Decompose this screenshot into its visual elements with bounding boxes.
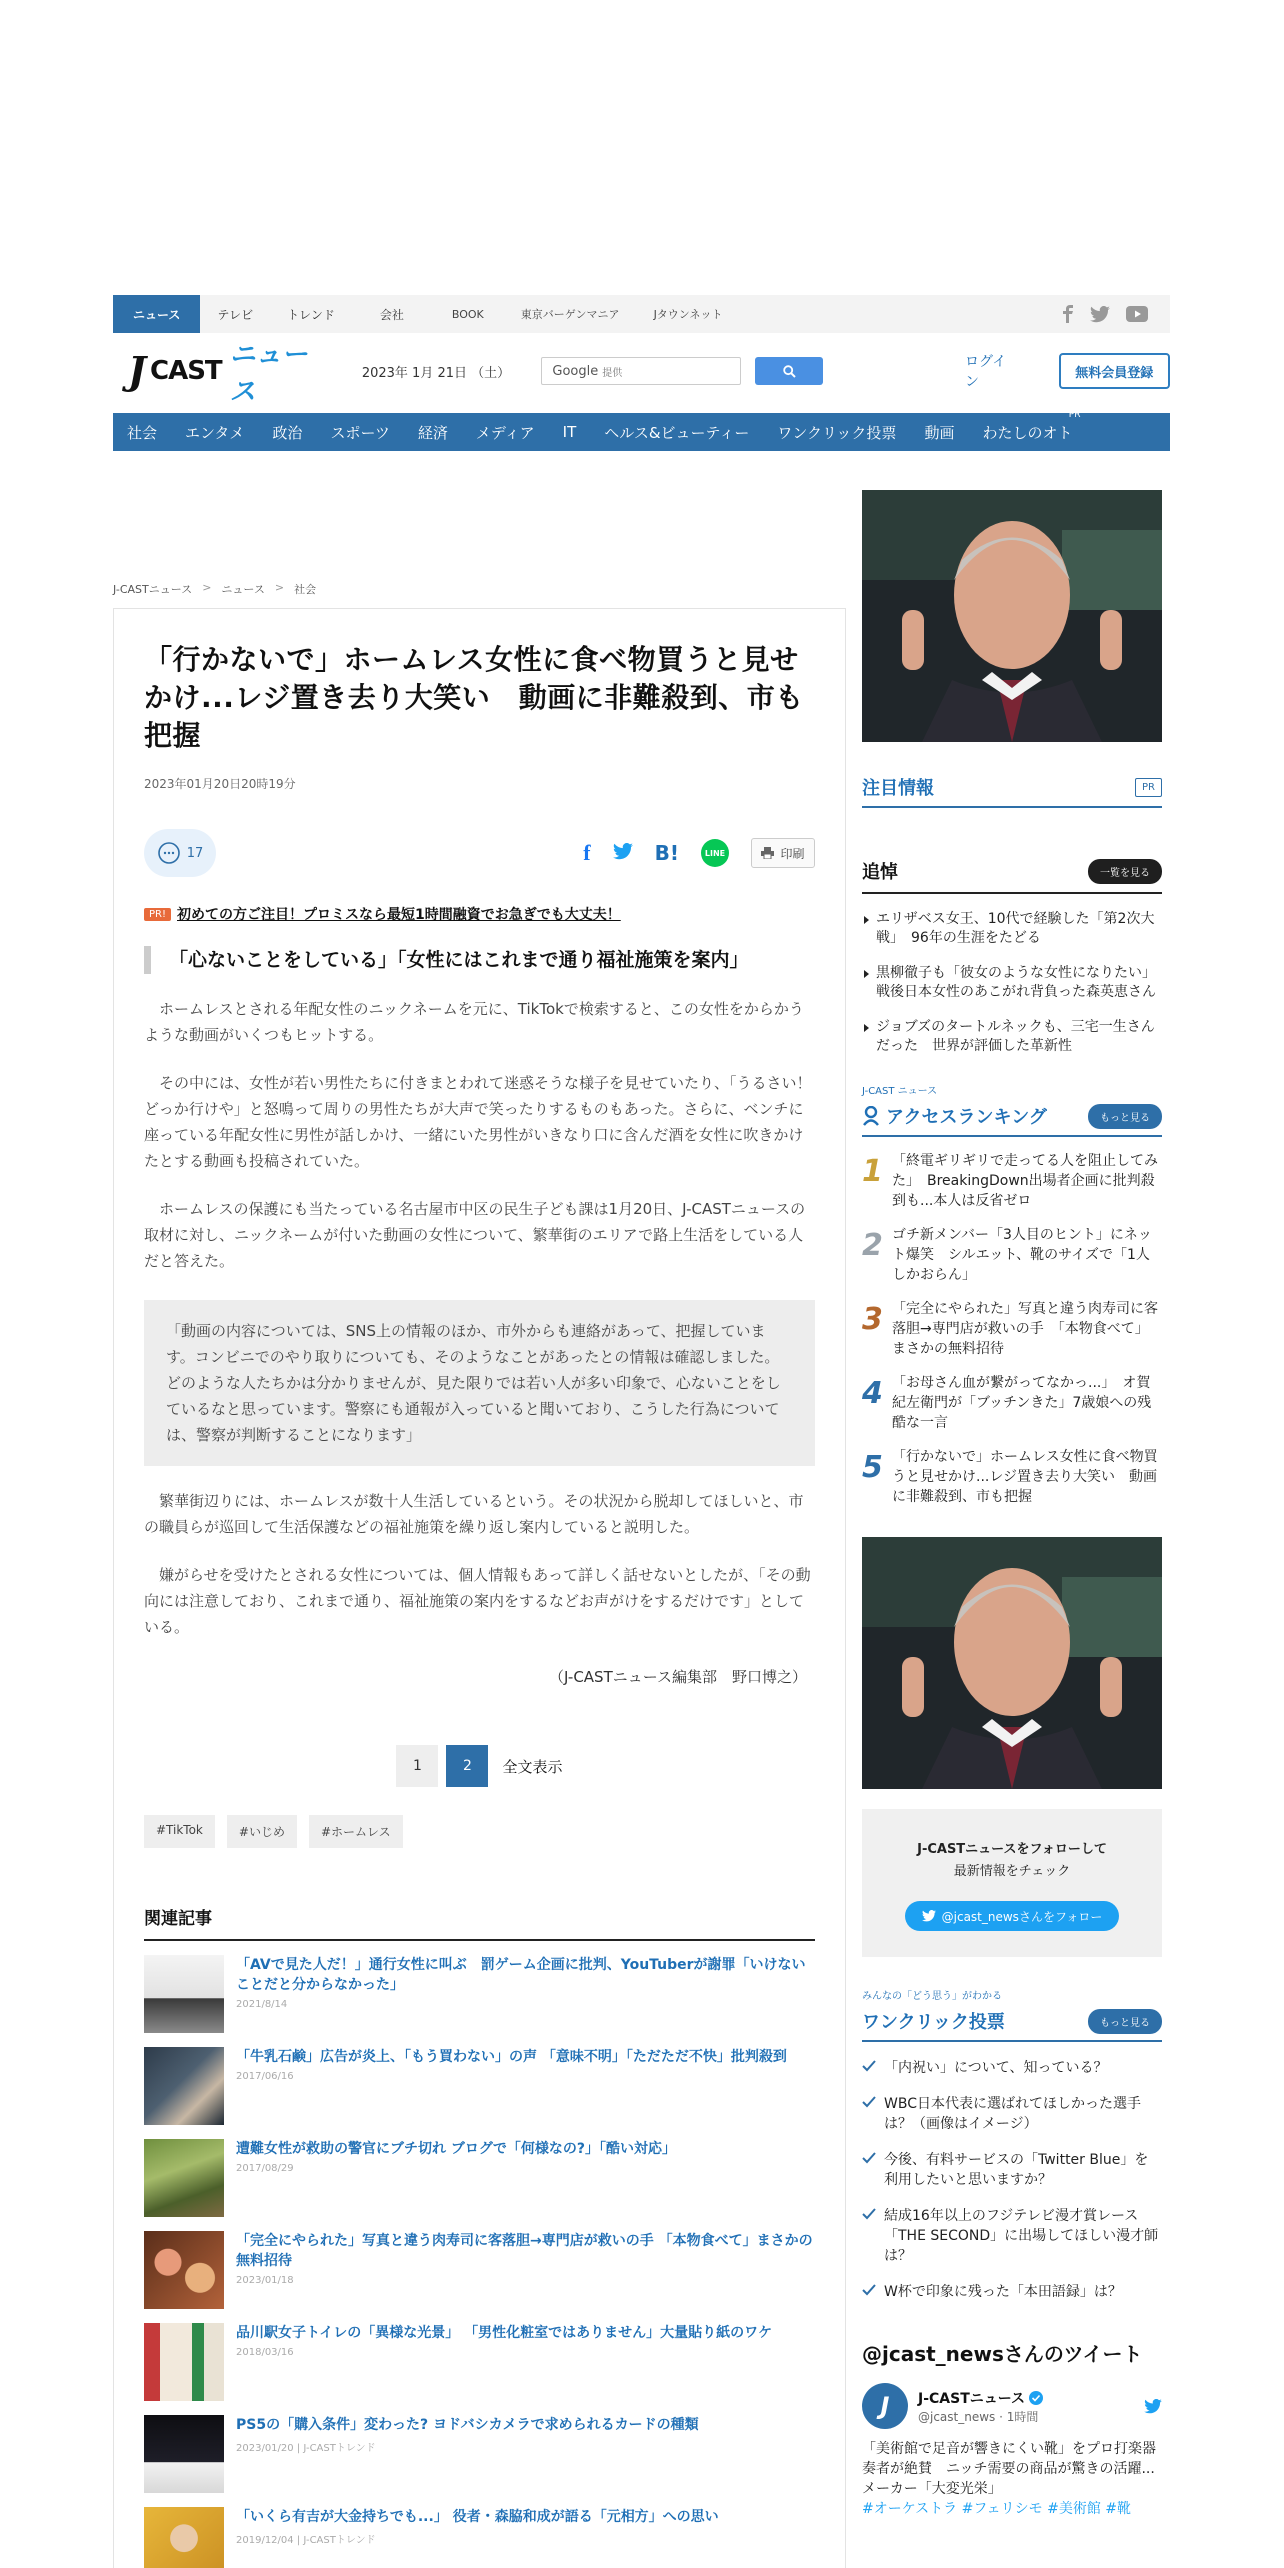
related-item[interactable] bbox=[144, 2507, 815, 2568]
cat-otona-label: わたしのオト bbox=[982, 423, 1073, 442]
related-title: PS5の「購入条件」変わった? ヨドバシカメラで求められるカードの種類 bbox=[236, 2417, 699, 2433]
logo-news: ニュース bbox=[229, 340, 308, 407]
cat-society[interactable]: 社会 bbox=[127, 423, 158, 442]
check-icon bbox=[862, 2284, 876, 2296]
share-row bbox=[144, 828, 815, 878]
logo-j: J bbox=[128, 348, 146, 393]
article-byline: （J-CASTニュース編集部 野口博之） bbox=[549, 1668, 807, 1686]
related-title: 「完全にやられた」写真と違う肉寿司に客落胆→専門店が救いの手 「本物食べて」まさかの無料招待 bbox=[236, 2233, 813, 2269]
site-tabs bbox=[113, 295, 1170, 333]
rank-text: 「行かないで」ホームレス女性に食べ物買うと見せかけ...レジ置き去り大笑い 動画に非難殺到、市も把握 bbox=[892, 1449, 1158, 1505]
cat-it[interactable]: IT bbox=[562, 423, 577, 441]
related-thumbnail bbox=[144, 2415, 224, 2493]
ranking-header bbox=[862, 1103, 1162, 1137]
rank-text: ゴチ新メンバー「3人目のヒント」にネット爆笑 シルエット、靴のサイズで「1人しかおらん」 bbox=[892, 1227, 1152, 1283]
related-date: 2019/12/04 | J-CASTトレンド bbox=[236, 2535, 376, 2546]
search-input[interactable] bbox=[541, 357, 741, 385]
related-item[interactable] bbox=[144, 2139, 815, 2217]
rank-text: 「終電ギリギリで走ってる人を阻止してみた」 BreakingDown出場者企画に批判殺到も...本人は反省ゼロ bbox=[892, 1153, 1158, 1209]
check-icon bbox=[862, 2208, 876, 2220]
vote-title: ワンクリック投票 bbox=[862, 2012, 1005, 2033]
cat-sports[interactable]: スポーツ bbox=[330, 423, 390, 442]
vote-text: 今後、有料サービスの「Twitter Blue」を利用したいと思いますか？ bbox=[884, 2152, 1149, 2188]
ranking-kicker: J-CAST ニュース bbox=[862, 1086, 938, 1097]
breadcrumb-news[interactable]: ニュース bbox=[221, 583, 265, 596]
rank-text: 「お母さん血が繋がってなかっ...」 オ賀紀左衛門が「ブッチンきた」7歳娘への残酷な一言 bbox=[892, 1375, 1152, 1431]
related-title: 「いくら有吉が大金持ちでも...」 役者・森脇和成が語る「元相方」への思い bbox=[236, 2509, 719, 2525]
facebook-share-icon[interactable]: f bbox=[583, 840, 591, 865]
related-thumbnail bbox=[144, 2139, 224, 2217]
vote-header bbox=[862, 2008, 1162, 2042]
pr-badge: PR bbox=[1068, 409, 1081, 420]
tweet-author-name: J-CASTニュース bbox=[918, 2390, 1026, 2407]
article-paragraph: ホームレスとされる年配女性のニックネームを元に、TikTokで検索すると、この女性をからかうような動画がいくつもヒットする。 bbox=[144, 1000, 804, 1044]
vote-item[interactable] bbox=[862, 2094, 1162, 2134]
ranking-item[interactable] bbox=[862, 1447, 1162, 1507]
article-quote: 「動画の内容については、SNS上の情報のほか、市外からも連絡があって、把握しています。コンビニでのやり取りについても、そのようなことがあったとの情報は確認しました。どのような人たちかは分かりませんが、見た限りでは若い人が多い印象で、心ないことをしているなと思っています。警察にも通報が入っていると聞いており、こうした行為については、警察が判断することになります」 bbox=[144, 1300, 815, 1466]
tsuioku-item[interactable]: ジョブズのタートルネックも、三宅一生さんだった 世界が評価した革新性 bbox=[862, 1018, 1162, 1056]
tsuioku-title: 追悼 bbox=[862, 862, 898, 883]
rank-text: 「完全にやられた」写真と違う肉寿司に客落胆→専門店が救いの手 「本物食べて」まさかの無料招待 bbox=[892, 1301, 1158, 1357]
breadcrumb-sep: > bbox=[274, 581, 285, 594]
twitter-follow-button[interactable] bbox=[905, 1901, 1119, 1931]
tag-ijime[interactable]: #いじめ bbox=[227, 1815, 297, 1848]
related-date: 2017/06/16 bbox=[236, 2071, 294, 2082]
site-header bbox=[113, 340, 1170, 407]
category-nav bbox=[113, 409, 1170, 451]
related-title: 「AVで見た人だ！」通行女性に叫ぶ 罰ゲーム企画に批判、YouTuberが謝罪「いけないことだと分からなかった」 bbox=[236, 1957, 806, 1993]
promo-link[interactable]: 初めての方ご注目！プロミスなら最短1時間融資でお急ぎでも大丈夫！ bbox=[177, 907, 621, 923]
search-icon bbox=[783, 365, 796, 378]
rank-number: 5 bbox=[862, 1450, 883, 1485]
article-paragraph: その中には、女性が若い男性たちに付きまとわれて迷惑そうな様子を見せていたり、「うるさい！どっか行けや」と怒鳴って周りの男性たちが大声で笑ったりするものもあった。さらに、ベンチに座っている年配女性に男性が話しかけ、一緒にいた男性がいきなり口に含んだ酒を女性に吹きかけたとする動画も投稿されていた。 bbox=[144, 1074, 812, 1170]
promo bbox=[144, 904, 815, 924]
cat-health[interactable]: ヘルス&ビューティー bbox=[604, 423, 750, 442]
follow-button-label: @jcast_newsさんをフォロー bbox=[941, 1909, 1103, 1924]
check-icon bbox=[862, 2060, 876, 2072]
tab-jtown[interactable]: Jタウンネット bbox=[653, 308, 723, 321]
pr-badge: PR bbox=[1135, 778, 1162, 797]
pagination bbox=[144, 1745, 815, 1787]
vote-item[interactable] bbox=[862, 2206, 1162, 2266]
related-articles bbox=[144, 1904, 815, 2568]
vote-item[interactable] bbox=[862, 2150, 1162, 2190]
tweet-hashtags[interactable]: #オーケストラ #フェリシモ #美術館 #靴 bbox=[862, 2501, 1132, 2517]
tsuioku-header bbox=[862, 858, 1162, 894]
article bbox=[113, 608, 846, 2568]
article-subhead: 「心ないことをしている」「女性にはこれまで通り福祉施策を案内」 bbox=[144, 946, 815, 974]
ranking-item[interactable] bbox=[862, 1225, 1162, 1285]
vote-text: 「内祝い」について、知っている？ bbox=[884, 2060, 1108, 2076]
related-title: 「牛乳石鹸」広告が炎上、「もう買わない」の声 「意味不明」「ただただ不快」批判殺到 bbox=[236, 2049, 787, 2065]
social-links bbox=[1062, 305, 1170, 323]
hatena-share-icon[interactable]: B! bbox=[654, 841, 679, 865]
tag-list bbox=[144, 1815, 815, 1848]
rank-number: 1 bbox=[862, 1154, 883, 1189]
chumoku-title: 注目情報 bbox=[862, 778, 934, 799]
twitter-icon bbox=[922, 1910, 936, 1922]
cat-politics[interactable]: 政治 bbox=[272, 423, 303, 442]
tab-trend[interactable]: トレンド bbox=[287, 307, 335, 322]
breadcrumb-current: 社会 bbox=[294, 583, 317, 596]
ranking-title-wrap bbox=[862, 1103, 1047, 1129]
print-label: 印刷 bbox=[780, 846, 805, 861]
ranking-item[interactable] bbox=[862, 1299, 1162, 1359]
tab-news[interactable]: ニュース bbox=[113, 295, 200, 333]
tsuioku-list bbox=[862, 910, 1162, 1056]
comment-icon bbox=[157, 841, 181, 865]
ranking-title: アクセスランキング bbox=[886, 1107, 1047, 1128]
rank-number: 3 bbox=[862, 1302, 883, 1337]
tweet-author[interactable] bbox=[862, 2383, 1162, 2429]
twitter-share-icon[interactable] bbox=[613, 843, 633, 864]
related-date: 2018/03/16 bbox=[236, 2347, 294, 2358]
print-button[interactable] bbox=[751, 838, 815, 868]
related-item[interactable] bbox=[144, 2231, 815, 2309]
tab-bargain[interactable]: 東京バーゲンマニア bbox=[520, 308, 620, 321]
sidebar-ad-photo[interactable] bbox=[862, 490, 1162, 742]
related-date: 2017/08/29 bbox=[236, 2163, 294, 2174]
article-paragraph: 嫌がらせを受けたとされる女性については、個人情報もあって詳しく話せないとしたが、「その動向には注意しており、これまで通り、福祉施策の案内をするなどお声がけをするだけです」としている。 bbox=[144, 1566, 811, 1636]
tag-tiktok[interactable]: #TikTok bbox=[144, 1815, 215, 1848]
vote-more-button[interactable]: もっと見る bbox=[1088, 2009, 1162, 2034]
article-paragraph: ホームレスの保護にも当たっている名古屋市中区の民生子ども課は1月20日、J-CASTニュースの取材に対し、ニックネームが付いた動画の女性について、繁華街のエリアで路上生活をしている人だと答えた。 bbox=[144, 1200, 806, 1270]
facebook-icon[interactable] bbox=[1062, 305, 1074, 323]
rank-number: 2 bbox=[862, 1228, 883, 1263]
search-provider: 提供 bbox=[602, 367, 623, 379]
register-button[interactable]: 無料会員登録 bbox=[1059, 353, 1170, 389]
vote-item[interactable] bbox=[862, 2282, 1162, 2302]
comment-button[interactable] bbox=[144, 829, 216, 877]
twitter-icon[interactable] bbox=[1090, 306, 1110, 323]
youtube-icon[interactable] bbox=[1126, 306, 1148, 322]
person-icon bbox=[862, 1106, 880, 1126]
comment-count: 17 bbox=[186, 845, 204, 861]
cat-otona[interactable] bbox=[968, 409, 1086, 443]
related-thumbnail bbox=[144, 2323, 224, 2401]
rank-number: 4 bbox=[862, 1376, 883, 1411]
check-icon bbox=[862, 2152, 876, 2164]
related-item[interactable] bbox=[144, 2415, 815, 2493]
article-date: 2023年01月20日20時19分 bbox=[144, 777, 296, 791]
share-icons bbox=[583, 838, 815, 868]
ranking-item[interactable] bbox=[862, 1151, 1162, 1211]
related-thumbnail bbox=[144, 1955, 224, 2033]
tweet-text: 「美術館で足音が響きにくい靴」をプロ打楽器奏者が絶賛 ニッチ需要の商品が驚きの活躍...メーカー「大変光栄」 bbox=[862, 2441, 1156, 2497]
follow-line-2: 最新情報をチェック bbox=[953, 1864, 1071, 1879]
tab-tv[interactable]: テレビ bbox=[217, 307, 254, 322]
search-placeholder: Google bbox=[552, 363, 599, 379]
verified-icon bbox=[1029, 2391, 1043, 2405]
article-paragraph: 繁華街辺りには、ホームレスが数十人生活しているという。その状況から脱却してほしいと、市の職員らが巡回して生活保護などの福祉施策を繰り返し案内していると説明した。 bbox=[144, 1492, 804, 1536]
tab-company[interactable]: 会社 bbox=[379, 307, 404, 322]
cat-video[interactable]: 動画 bbox=[924, 423, 955, 442]
tsuioku-item[interactable]: エリザベス女王、10代で経験した「第2次大戦」 96年の生涯をたどる bbox=[862, 910, 1162, 948]
tweet-handle: @jcast_news · 1時間 bbox=[918, 2409, 1039, 2424]
tag-homeless[interactable]: #ホームレス bbox=[309, 1815, 403, 1848]
related-date: 2023/01/18 bbox=[236, 2275, 294, 2286]
cat-media[interactable]: メディア bbox=[475, 423, 535, 442]
related-date: 2021/8/14 bbox=[236, 1999, 288, 2010]
page-2-button[interactable]: 2 bbox=[446, 1745, 488, 1787]
related-date: 2023/01/20 | J-CASTトレンド bbox=[236, 2443, 376, 2454]
check-icon bbox=[862, 2096, 876, 2108]
related-thumbnail bbox=[144, 2231, 224, 2309]
vote-text: W杯で印象に残った「本田語録」は？ bbox=[884, 2284, 1122, 2300]
header-date: 2023年 1月 21日 （土） bbox=[361, 365, 511, 381]
related-title: 品川駅女子トイレの「異様な光景」 「男性化粧室ではありません」大量貼り紙のワケ bbox=[236, 2325, 773, 2341]
vote-text: WBC日本代表に選ばれてほしかった選手は？（画像はイメージ） bbox=[884, 2096, 1141, 2132]
promo-badge: PR! bbox=[144, 908, 171, 921]
related-thumbnail bbox=[144, 2047, 224, 2125]
tab-book[interactable]: BOOK bbox=[451, 307, 484, 321]
article-title: 「行かないで」ホームレス女性に食べ物買うと見せかけ...レジ置き去り大笑い 動画に非難殺到、市も把握 bbox=[144, 643, 804, 752]
twitter-icon bbox=[1144, 2399, 1162, 2414]
jcast-avatar: J bbox=[862, 2383, 908, 2429]
ranking-more-button[interactable]: もっと見る bbox=[1088, 1104, 1162, 1129]
related-title: 遭難女性が救助の警官にブチ切れ ブログで「何様なの?」「酷い対応」 bbox=[236, 2141, 676, 2157]
follow-line-1: J-CASTニュースをフォローして bbox=[917, 1842, 1107, 1857]
show-all-link[interactable]: 全文表示 bbox=[502, 1757, 563, 1776]
page-1-button[interactable]: 1 bbox=[396, 1745, 438, 1787]
login-link[interactable]: ログイン bbox=[964, 354, 1007, 390]
sidebar-ad-photo-2[interactable] bbox=[862, 1537, 1162, 1789]
cat-entame[interactable]: エンタメ bbox=[185, 423, 245, 442]
cat-economy[interactable]: 経済 bbox=[417, 423, 448, 442]
logo-cast: CAST bbox=[149, 356, 222, 386]
tsuioku-item[interactable]: 黒柳徹子も「彼女のような女性になりたい」 戦後日本女性のあこがれ背負った森英恵さん bbox=[862, 964, 1162, 1002]
related-item[interactable] bbox=[144, 2047, 815, 2125]
related-item[interactable] bbox=[144, 1955, 815, 2033]
breadcrumb-sep: > bbox=[202, 581, 212, 594]
tweets-title: @jcast_newsさんのツイート bbox=[862, 2342, 1143, 2366]
vote-text: 結成16年以上のフジテレビ漫才賞レース「THE SECOND」に出場してほしい漫才師は？ bbox=[884, 2208, 1159, 2264]
breadcrumb bbox=[113, 581, 316, 597]
tsuioku-list-button[interactable]: 一覧を見る bbox=[1088, 859, 1162, 884]
vote-list bbox=[862, 2058, 1162, 2302]
follow-text bbox=[862, 1839, 1162, 1883]
print-icon bbox=[761, 847, 774, 859]
sidebar bbox=[862, 490, 1162, 2519]
related-thumbnail bbox=[144, 2507, 224, 2568]
line-share-icon[interactable]: LINE bbox=[701, 839, 729, 867]
vote-kicker: みんなの「どう思う」がわかる bbox=[862, 1991, 1002, 2002]
site-logo[interactable] bbox=[128, 334, 326, 408]
follow-box bbox=[862, 1809, 1162, 1957]
ranking-list bbox=[862, 1151, 1162, 1507]
chumoku-header bbox=[862, 774, 1162, 808]
search-button[interactable] bbox=[755, 357, 823, 385]
ranking-item[interactable] bbox=[862, 1373, 1162, 1433]
related-item[interactable] bbox=[144, 2323, 815, 2401]
cat-vote[interactable]: ワンクリック投票 bbox=[777, 423, 897, 442]
breadcrumb-home[interactable]: J-CASTニュース bbox=[113, 583, 193, 596]
vote-item[interactable] bbox=[862, 2058, 1162, 2078]
related-heading: 関連記事 bbox=[144, 1904, 815, 1941]
